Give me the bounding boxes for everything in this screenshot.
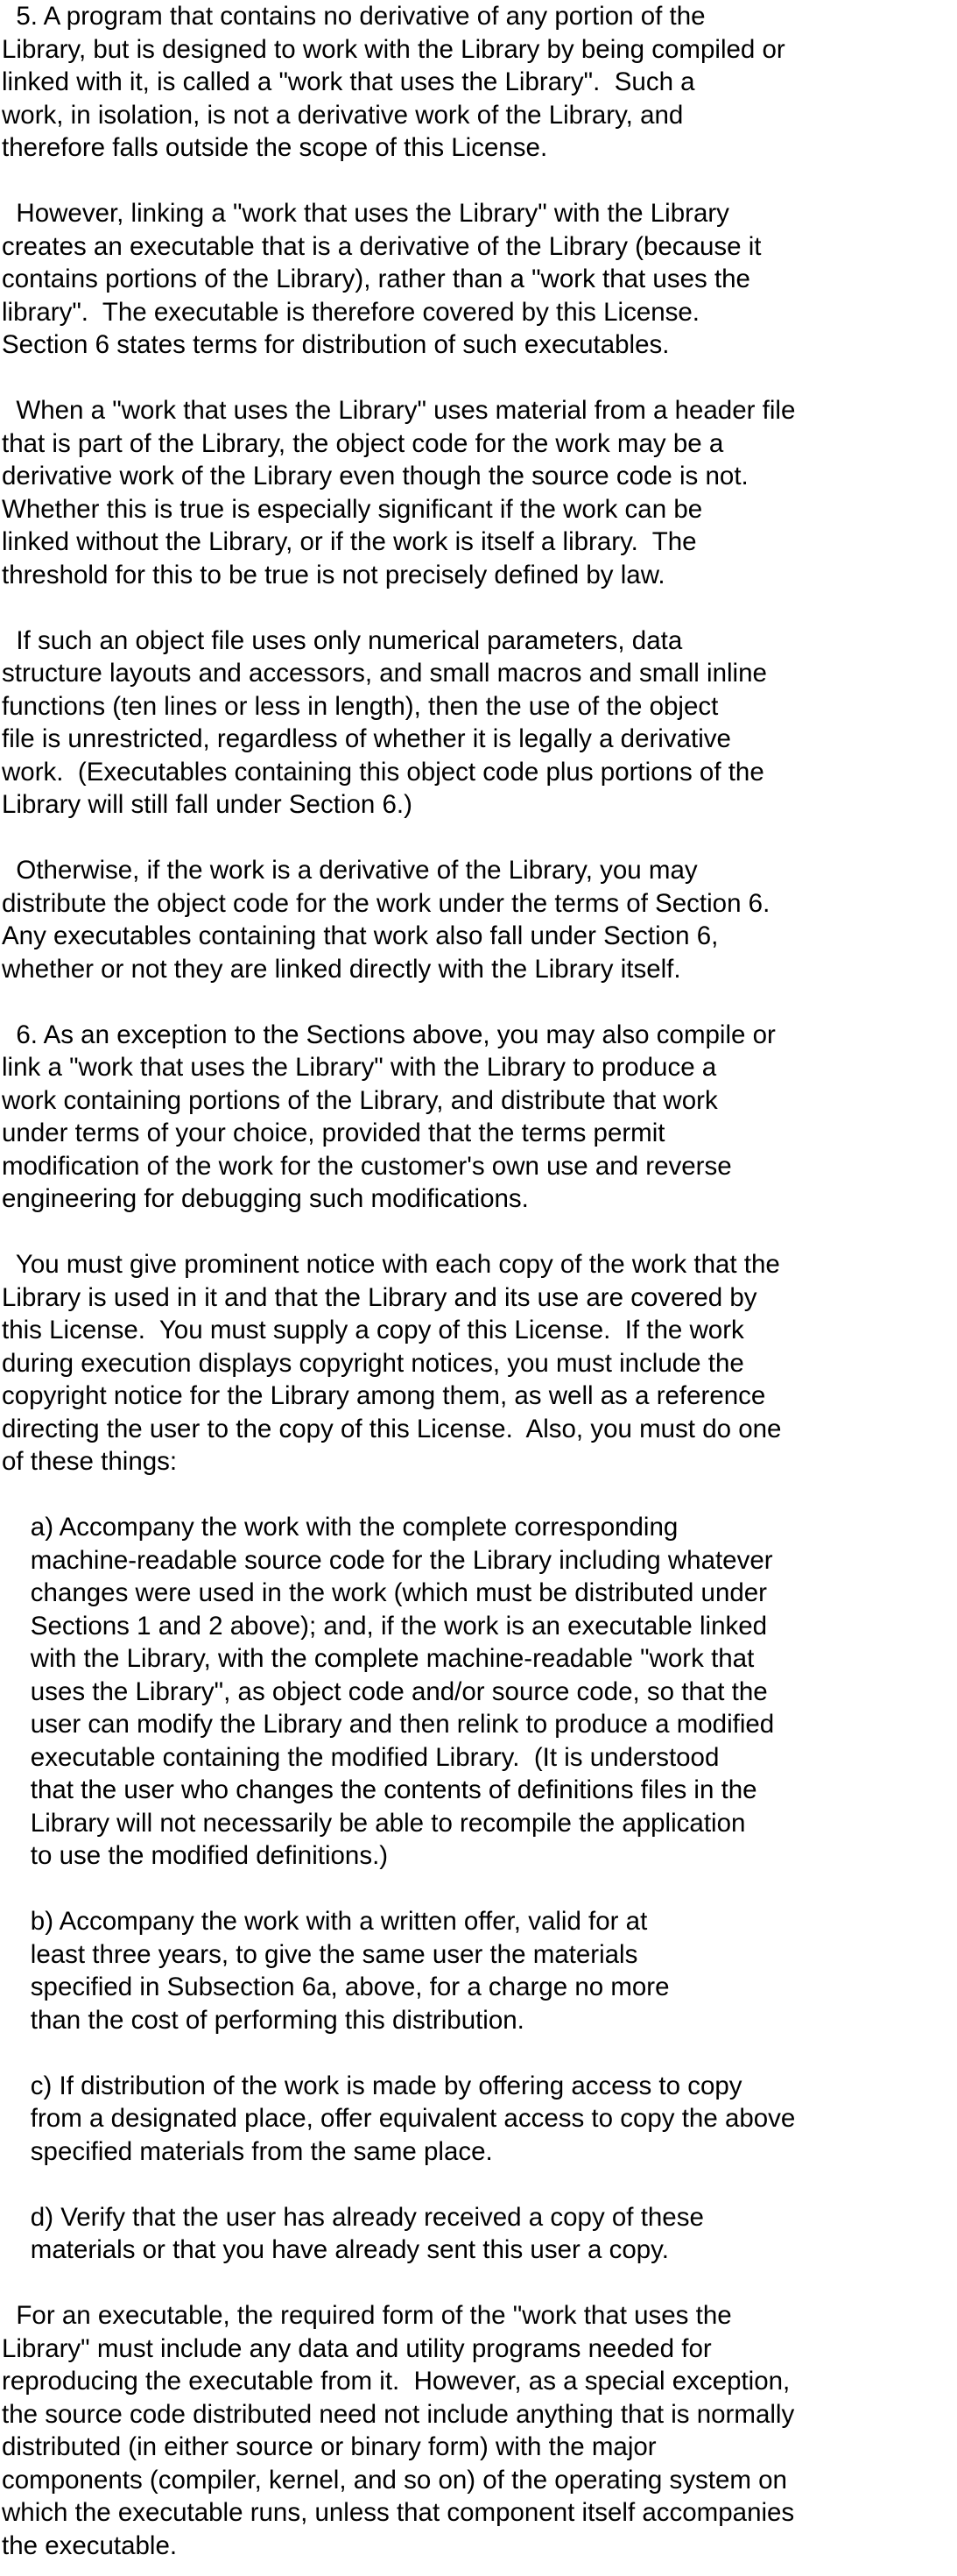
license-paragraph xyxy=(2,0,957,165)
text-line: therefore falls outside the scope of this License. xyxy=(2,133,548,162)
text-line: Library is used in it and that the Library and its use are covered by xyxy=(2,1282,757,1312)
text-line: b) Accompany the work with a written offer, valid for at xyxy=(2,1907,648,1936)
text-line: changes were used in the work (which must be distributed under xyxy=(2,1578,767,1607)
license-paragraph xyxy=(2,854,957,985)
text-line: distributed (in either source or binary form) with the major xyxy=(2,2432,657,2461)
text-line: that the user who changes the contents of definitions files in the xyxy=(2,1775,757,1804)
text-line: 5. A program that contains no derivative of any portion of the xyxy=(2,2,706,31)
text-line: which the executable runs, unless that component itself accompanies xyxy=(2,2498,795,2527)
license-paragraph xyxy=(2,1905,957,2036)
text-line: reproducing the executable from it. However, as a special exception, xyxy=(2,2367,791,2396)
text-line: components (compiler, kernel, and so on) of the operating system on xyxy=(2,2465,787,2495)
text-line: uses the Library", as object code and/or source code, so that the xyxy=(2,1676,768,1706)
text-line: functions (ten lines or less in length), then the use of the object xyxy=(2,691,719,721)
text-line: work. (Executables containing this object code plus portions of the xyxy=(2,757,764,787)
text-line: 6. As an exception to the Sections above, you may also compile or xyxy=(2,1020,776,1049)
text-line: Library, but is designed to work with the Library by being compiled or xyxy=(2,34,785,64)
text-line: linked with it, is called a "work that uses the Library". Such a xyxy=(2,67,695,96)
license-paragraph xyxy=(2,1248,957,1479)
text-line: When a "work that uses the Library" uses material from a header file xyxy=(2,396,796,425)
license-paragraph xyxy=(2,2070,957,2169)
text-line: that is part of the Library, the object code for the work may be a xyxy=(2,428,724,458)
text-line: than the cost of performing this distribution. xyxy=(2,2005,524,2035)
text-line: under terms of your choice, provided that the terms permit xyxy=(2,1119,665,1147)
license-paragraph xyxy=(2,2201,957,2267)
text-line: with the Library, with the complete machine-readable "work that xyxy=(2,1644,755,1673)
text-line: library". The executable is therefore covered by this License. xyxy=(2,297,700,327)
text-line: You must give prominent notice with each copy of the work that the xyxy=(2,1250,780,1279)
text-line: Library will not necessarily be able to recompile the application xyxy=(2,1808,746,1838)
license-paragraph xyxy=(2,394,957,591)
text-line: engineering for debugging such modifications. xyxy=(2,1184,529,1213)
text-line: copyright notice for the Library among them, as well as a reference xyxy=(2,1381,766,1410)
text-line: structure layouts and accessors, and small macros and small inline xyxy=(2,659,767,688)
text-line: executable containing the modified Library. (It is understood xyxy=(2,1742,720,1772)
text-line: Any executables containing that work also fall under Section 6, xyxy=(2,921,719,950)
text-line: file is unrestricted, regardless of whether it is legally a derivative xyxy=(2,724,731,753)
text-line: distribute the object code for the work under the terms of Section 6. xyxy=(2,888,771,918)
text-line: Sections 1 and 2 above); and, if the work is an executable linked xyxy=(2,1611,768,1641)
license-paragraph xyxy=(2,1511,957,1873)
text-line: Library" must include any data and utility programs needed for xyxy=(2,2333,712,2363)
text-line: threshold for this to be true is not precisely defined by law. xyxy=(2,560,665,589)
text-line: contains portions of the Library), rather than a "work that uses the xyxy=(2,265,750,293)
text-line: For an executable, the required form of the "work that uses the xyxy=(2,2301,732,2330)
text-line: link a "work that uses the Library" with the Library to produce a xyxy=(2,1053,717,1082)
text-line: materials or that you have already sent this user a copy. xyxy=(2,2235,669,2264)
text-line: specified in Subsection 6a, above, for a charge no more xyxy=(2,1973,670,2001)
license-paragraph xyxy=(2,1019,957,1216)
license-paragraph xyxy=(2,2299,957,2562)
text-line: work containing portions of the Library, and distribute that work xyxy=(2,1085,718,1115)
text-line: user can modify the Library and then relink to produce a modified xyxy=(2,1710,775,1739)
text-line: specified materials from the same place. xyxy=(2,2136,493,2166)
text-line: derivative work of the Library even though the source code is not. xyxy=(2,462,749,490)
text-line: If such an object file uses only numerical parameters, data xyxy=(2,625,683,655)
text-line: creates an executable that is a derivative of the Library (because it xyxy=(2,231,762,261)
text-line: Otherwise, if the work is a derivative of the Library, you may xyxy=(2,856,698,885)
text-line: c) If distribution of the work is made by offering access to copy xyxy=(2,2071,742,2100)
text-line: However, linking a "work that uses the Library" with the Library xyxy=(2,199,729,228)
text-line: the executable. xyxy=(2,2530,178,2560)
text-line: Section 6 states terms for distribution of such executables. xyxy=(2,330,670,359)
text-line: a) Accompany the work with the complete corresponding xyxy=(2,1513,679,1542)
text-line: work, in isolation, is not a derivative work of the Library, and xyxy=(2,100,684,130)
license-paragraph xyxy=(2,197,957,362)
text-line: the source code distributed need not include anything that is normally xyxy=(2,2399,795,2429)
text-line: of these things: xyxy=(2,1447,178,1476)
text-line: Library will still fall under Section 6.) xyxy=(2,790,412,819)
text-line: during execution displays copyright notices, you must include the xyxy=(2,1348,744,1378)
text-line: machine-readable source code for the Library including whatever xyxy=(2,1545,773,1575)
license-paragraph xyxy=(2,625,957,822)
text-line: modification of the work for the customer's own use and reverse xyxy=(2,1151,732,1181)
text-line: d) Verify that the user has already received a copy of these xyxy=(2,2202,704,2232)
text-line: Whether this is true is especially significant if the work can be xyxy=(2,494,703,524)
text-line: whether or not they are linked directly with the Library itself. xyxy=(2,954,681,984)
text-line: directing the user to the copy of this License. Also, you must do one xyxy=(2,1414,782,1443)
text-line: this License. You must supply a copy of this License. If the work xyxy=(2,1316,744,1344)
text-line: to use the modified definitions.) xyxy=(2,1841,389,1870)
text-line: least three years, to give the same user the materials xyxy=(2,1939,638,1969)
text-line: linked without the Library, or if the work is itself a library. The xyxy=(2,527,697,556)
text-line: from a designated place, offer equivalent access to copy the above xyxy=(2,2104,796,2133)
